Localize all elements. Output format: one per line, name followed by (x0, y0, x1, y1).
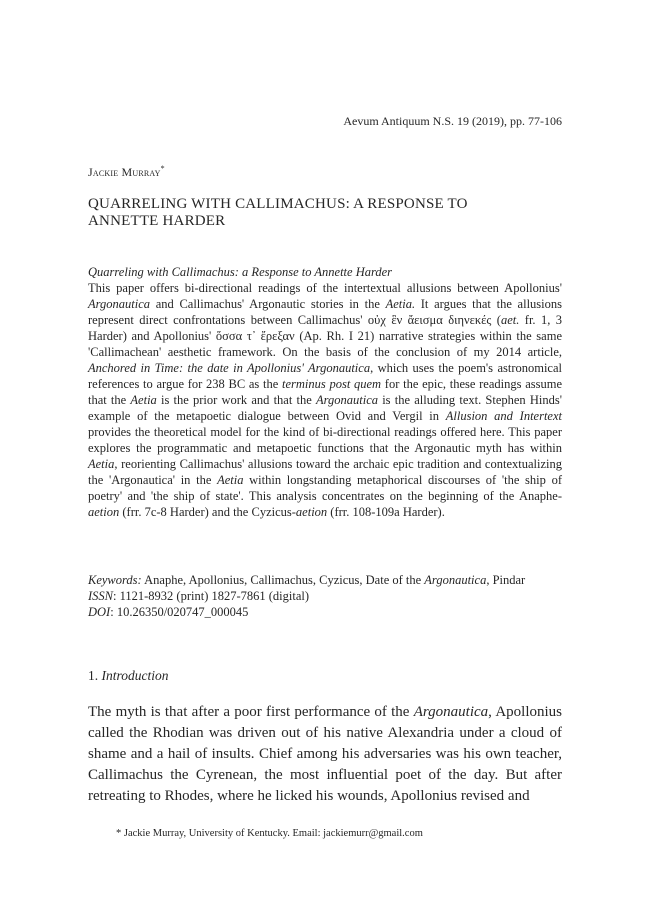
abstract-segment: fr. 1, 3 Harder) and Apollonius' ὅσσα τ᾽ ἔρεξαν (Ap. Rh. I 21) narrative strategies within the same 'Callimachean' aesthetic framework. On the basis of the conclusion of my 2014 article, (88, 313, 562, 359)
abstract-segment: Aetia (217, 473, 244, 487)
paper-title (88, 196, 468, 230)
abstract-segment: is the alluding text. Stephen Hinds' example of the metapoetic dialogue between Ovid and Vergil in (88, 393, 562, 423)
intro-segment: , Apollonius called the Rhodian was driven out of his native Alexandria under a cloud of shame and a hail of insults. Chief among his adversaries was his own teacher, Callimachus the Cyrenean, the most influential poet of the day. But after retreating to Rhodes, where he licked his wounds, Apollonius revised and (88, 704, 562, 804)
abstract-segment: Aetia (130, 393, 157, 407)
abstract-segment: It argues that the allusions represent direct confrontations between Callimachus' οὐχ ἓν ἄεισμα διηνεκές ( (88, 297, 562, 327)
abstract-segment: , which uses the poem's astronomical references to argue for 238 BC as the (88, 361, 563, 391)
abstract-segment: (frr. 108-109a Harder). (327, 505, 445, 519)
abstract-segment: aetion (295, 505, 328, 519)
footnote: * Jackie Murray, University of Kentucky. Email: jackiemurr@gmail.com (116, 828, 423, 839)
abstract-body (88, 280, 562, 520)
abstract-segment: is the prior work and that the (156, 393, 316, 407)
section-heading (88, 668, 169, 684)
author-name (88, 164, 165, 180)
abstract-segment: This paper offers bi-directional readings of the intertextual allusions between Apollonius' (88, 281, 562, 295)
abstract-segment: Aetia (88, 457, 115, 471)
section-title: Introduction (101, 668, 169, 683)
abstract-segment: Allusion and Intertext (445, 409, 562, 423)
section-number: 1. (88, 668, 102, 683)
abstract-segment: , reorienting Callimachus' allusions toward the archaic epic tradition and contextualizing the 'Argonautica' in the (88, 457, 562, 487)
abstract-segment: Aetia. (385, 297, 416, 311)
abstract (88, 264, 562, 520)
paper-page (88, 0, 562, 916)
abstract-segment: aet. (500, 313, 520, 327)
abstract-segment: Anchored in Time: the date in Apollonius' Argonautica (88, 361, 371, 375)
paper-title-line1: QUARRELING WITH CALLIMACHUS: A RESPONSE TO (88, 196, 468, 212)
abstract-segment: for the epic, these readings assume that the (88, 377, 562, 407)
paper-title-line2: ANNETTE HARDER (88, 213, 226, 229)
keywords-text-end: , Pindar (486, 573, 526, 587)
keywords-text: Anaphe, Apollonius, Callimachus, Cyzicus, Date of the (141, 573, 425, 587)
keywords-italic: Argonautica (424, 573, 487, 587)
journal-citation: Aevum Antiquum N.S. 19 (2019), pp. 77-106 (343, 114, 562, 128)
issn (88, 588, 562, 604)
keywords-label: Keywords: (88, 573, 142, 587)
keywords (88, 572, 562, 588)
abstract-segment: Argonautica (315, 393, 379, 407)
abstract-segment: within longstanding metaphorical discourses of 'the ship of poetry' and 'the ship of state'. This analysis concentrates on the beginning of the Anaphe- (88, 473, 562, 503)
doi-value[interactable]: : 10.26350/020747_000045 (110, 605, 249, 619)
issn-value: : 1121-8932 (print) 1827-7861 (digital) (113, 589, 310, 603)
doi (88, 604, 562, 620)
intro-segment: The myth is that after a poor first performance of the (88, 704, 414, 720)
abstract-segment: terminus post quem (282, 377, 382, 391)
abstract-segment: and Callimachus' Argonautic stories in the (150, 297, 386, 311)
abstract-segment: aetion (88, 505, 120, 519)
metadata-block (88, 572, 562, 620)
abstract-segment: Argonautica (88, 297, 151, 311)
author-footnote-marker[interactable]: * (160, 164, 165, 173)
abstract-title: Quarreling with Callimachus: a Response to Annette Harder (88, 265, 393, 279)
intro-segment: Argonautica (413, 704, 489, 720)
doi-label: DOI (88, 605, 111, 619)
issn-label: ISSN (88, 589, 113, 603)
abstract-segment: provides the theoretical model for the kind of bi-directional readings offered here. This paper explores the programmatic and metapoetic functions that the Argonautic myth has within (88, 425, 562, 455)
author-name-text: Jackie Murray (88, 165, 161, 179)
abstract-segment: (frr. 7c-8 Harder) and the Cyzicus- (119, 505, 296, 519)
intro-paragraph (88, 702, 562, 807)
